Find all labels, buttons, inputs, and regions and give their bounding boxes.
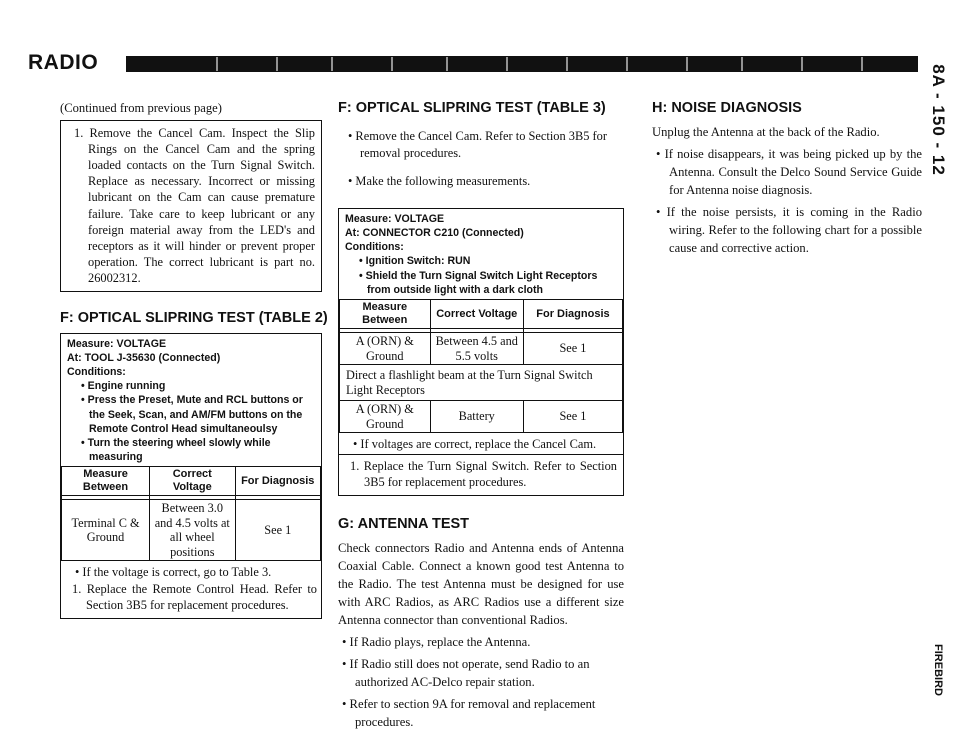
page-title: RADIO [28,51,99,74]
repair-step: 1. Replace the Remote Control Head. Refer to Section 3B5 for replacement procedures. [72,581,317,612]
condition-item: • Turn the steering wheel slowly while measuring [81,436,271,464]
column-middle [338,100,624,731]
section-title-table2: F: OPTICAL SLIPRING TEST (TABLE 2) [60,309,328,326]
antenna-bullet: • Refer to section 9A for removal and replacement procedures. [342,696,596,729]
measure-line: Measure: VOLTAGE [345,212,445,225]
diagnosis-table [61,466,321,561]
table-row [62,500,321,561]
header-voltage: Correct Voltage [150,467,235,496]
condition-item: • Shield the Turn Signal Switch Light Receptors from outside light with a dark cloth [359,269,598,296]
repair-step: 1. Replace the Turn Signal Switch. Refer to Section 3B5 for replacement procedures. [350,459,617,490]
result-bullet: • If voltages are correct, replace the Cancel Cam. [353,437,597,451]
page-header [28,52,918,74]
noise-bullet: • If noise disappears, it was being picked up by the Antenna. Consult the Delco Sound Service Guide for Antenna noise diagnosis. [656,147,922,197]
table2-box [60,333,322,619]
cell-diagnosis: See 1 [235,500,320,561]
header-measure: Measure Between [340,300,431,329]
continued-note: (Continued from previous page) [60,101,222,115]
cell-measure: A (ORN) & Ground [340,401,431,433]
table-instruction-row [340,365,623,401]
noise-paragraph: Unplug the Antenna at the back of the Radio. [652,125,880,139]
cell-voltage: Battery [430,401,523,433]
measure-line: Measure: VOLTAGE [67,337,167,350]
condition-item: • Ignition Switch: RUN [359,255,471,268]
section-title-antenna: G: ANTENNA TEST [338,515,470,532]
intro-bullet: • Make the following measurements. [348,174,531,189]
conditions-line: Conditions: [345,241,404,254]
antenna-paragraph: Check connectors Radio and Antenna ends of Antenna Coaxial Cable. Connect a known good test Antenna to the Radio. The test Antenna must be designed for use with ARC Radios, as ARC Radios use a different size Antenna connector than conventional Radios. [338,540,624,627]
table-header-row [340,300,623,329]
header-measure: Measure Between [62,467,150,496]
side-page-number: 8A - 150 - 12 [929,64,948,176]
header-diagnosis: For Diagnosis [235,467,320,496]
table3-box [338,208,624,496]
section-title-table3: F: OPTICAL SLIPRING TEST (TABLE 3) [338,100,606,116]
measure-conditions [339,209,623,299]
antenna-bullet: • If Radio plays, replace the Antenna. [342,634,531,649]
cell-diagnosis: See 1 [523,333,622,365]
cell-voltage: Between 3.0 and 4.5 volts at all wheel positions [150,500,235,561]
result-bullet: • If the voltage is correct, go to Table 3. [75,565,272,580]
conditions-line: Conditions: [67,365,126,378]
at-line: At: CONNECTOR C210 (Connected) [345,226,524,239]
cancel-cam-step-box [60,120,322,292]
table-row [340,333,623,365]
header-rule-bar [126,56,918,72]
cell-diagnosis: See 1 [523,401,622,433]
noise-bullet: • If the noise persists, it is coming in the Radio wiring. Refer to the following chart for a possible cause and corrective action. [656,205,922,255]
measure-conditions [61,334,321,467]
side-model-label: FIREBIRD [932,644,944,696]
table-row [340,401,623,433]
condition-item: • Press the Preset, Mute and RCL buttons or the Seek, Scan, and AM/FM buttons on the Remote Control Head simultaneoulsy [81,394,303,435]
cell-measure: Terminal C & Ground [62,500,150,561]
diagnosis-table [339,299,623,433]
section-title-noise: H: NOISE DIAGNOSIS [652,100,802,116]
flashlight-instruction: Direct a flashlight beam at the Turn Signal Switch Light Receptors [340,365,623,401]
at-line: At: TOOL J-35630 (Connected) [67,351,221,364]
column-left [60,100,328,619]
condition-item: • Engine running [81,380,166,393]
cell-measure: A (ORN) & Ground [340,333,431,365]
header-voltage: Correct Voltage [430,300,523,329]
cell-voltage: Between 4.5 and 5.5 volts [430,333,523,365]
header-diagnosis: For Diagnosis [523,300,622,329]
column-right [652,100,922,257]
step-text: 1. Remove the Cancel Cam. Inspect the Slip Rings on the Cancel Cam and the spring loaded contacts on the Turn Signal Switch. Replace as necessary. Incorrect or missing lubricant on the Cam can cause premature failure. Take care to keep lubricant or any foreign material away from the LED's and receptors as it will hinder or prevent proper operation. The correct lubricant is part no. 26002312. [74,125,315,286]
antenna-bullet: • If Radio still does not operate, send Radio to an authorized AC-Delco repair station. [342,656,590,689]
intro-bullet: • Remove the Cancel Cam. Refer to Section 3B5 for removal procedures. [348,129,607,160]
table-header-row [62,467,321,496]
